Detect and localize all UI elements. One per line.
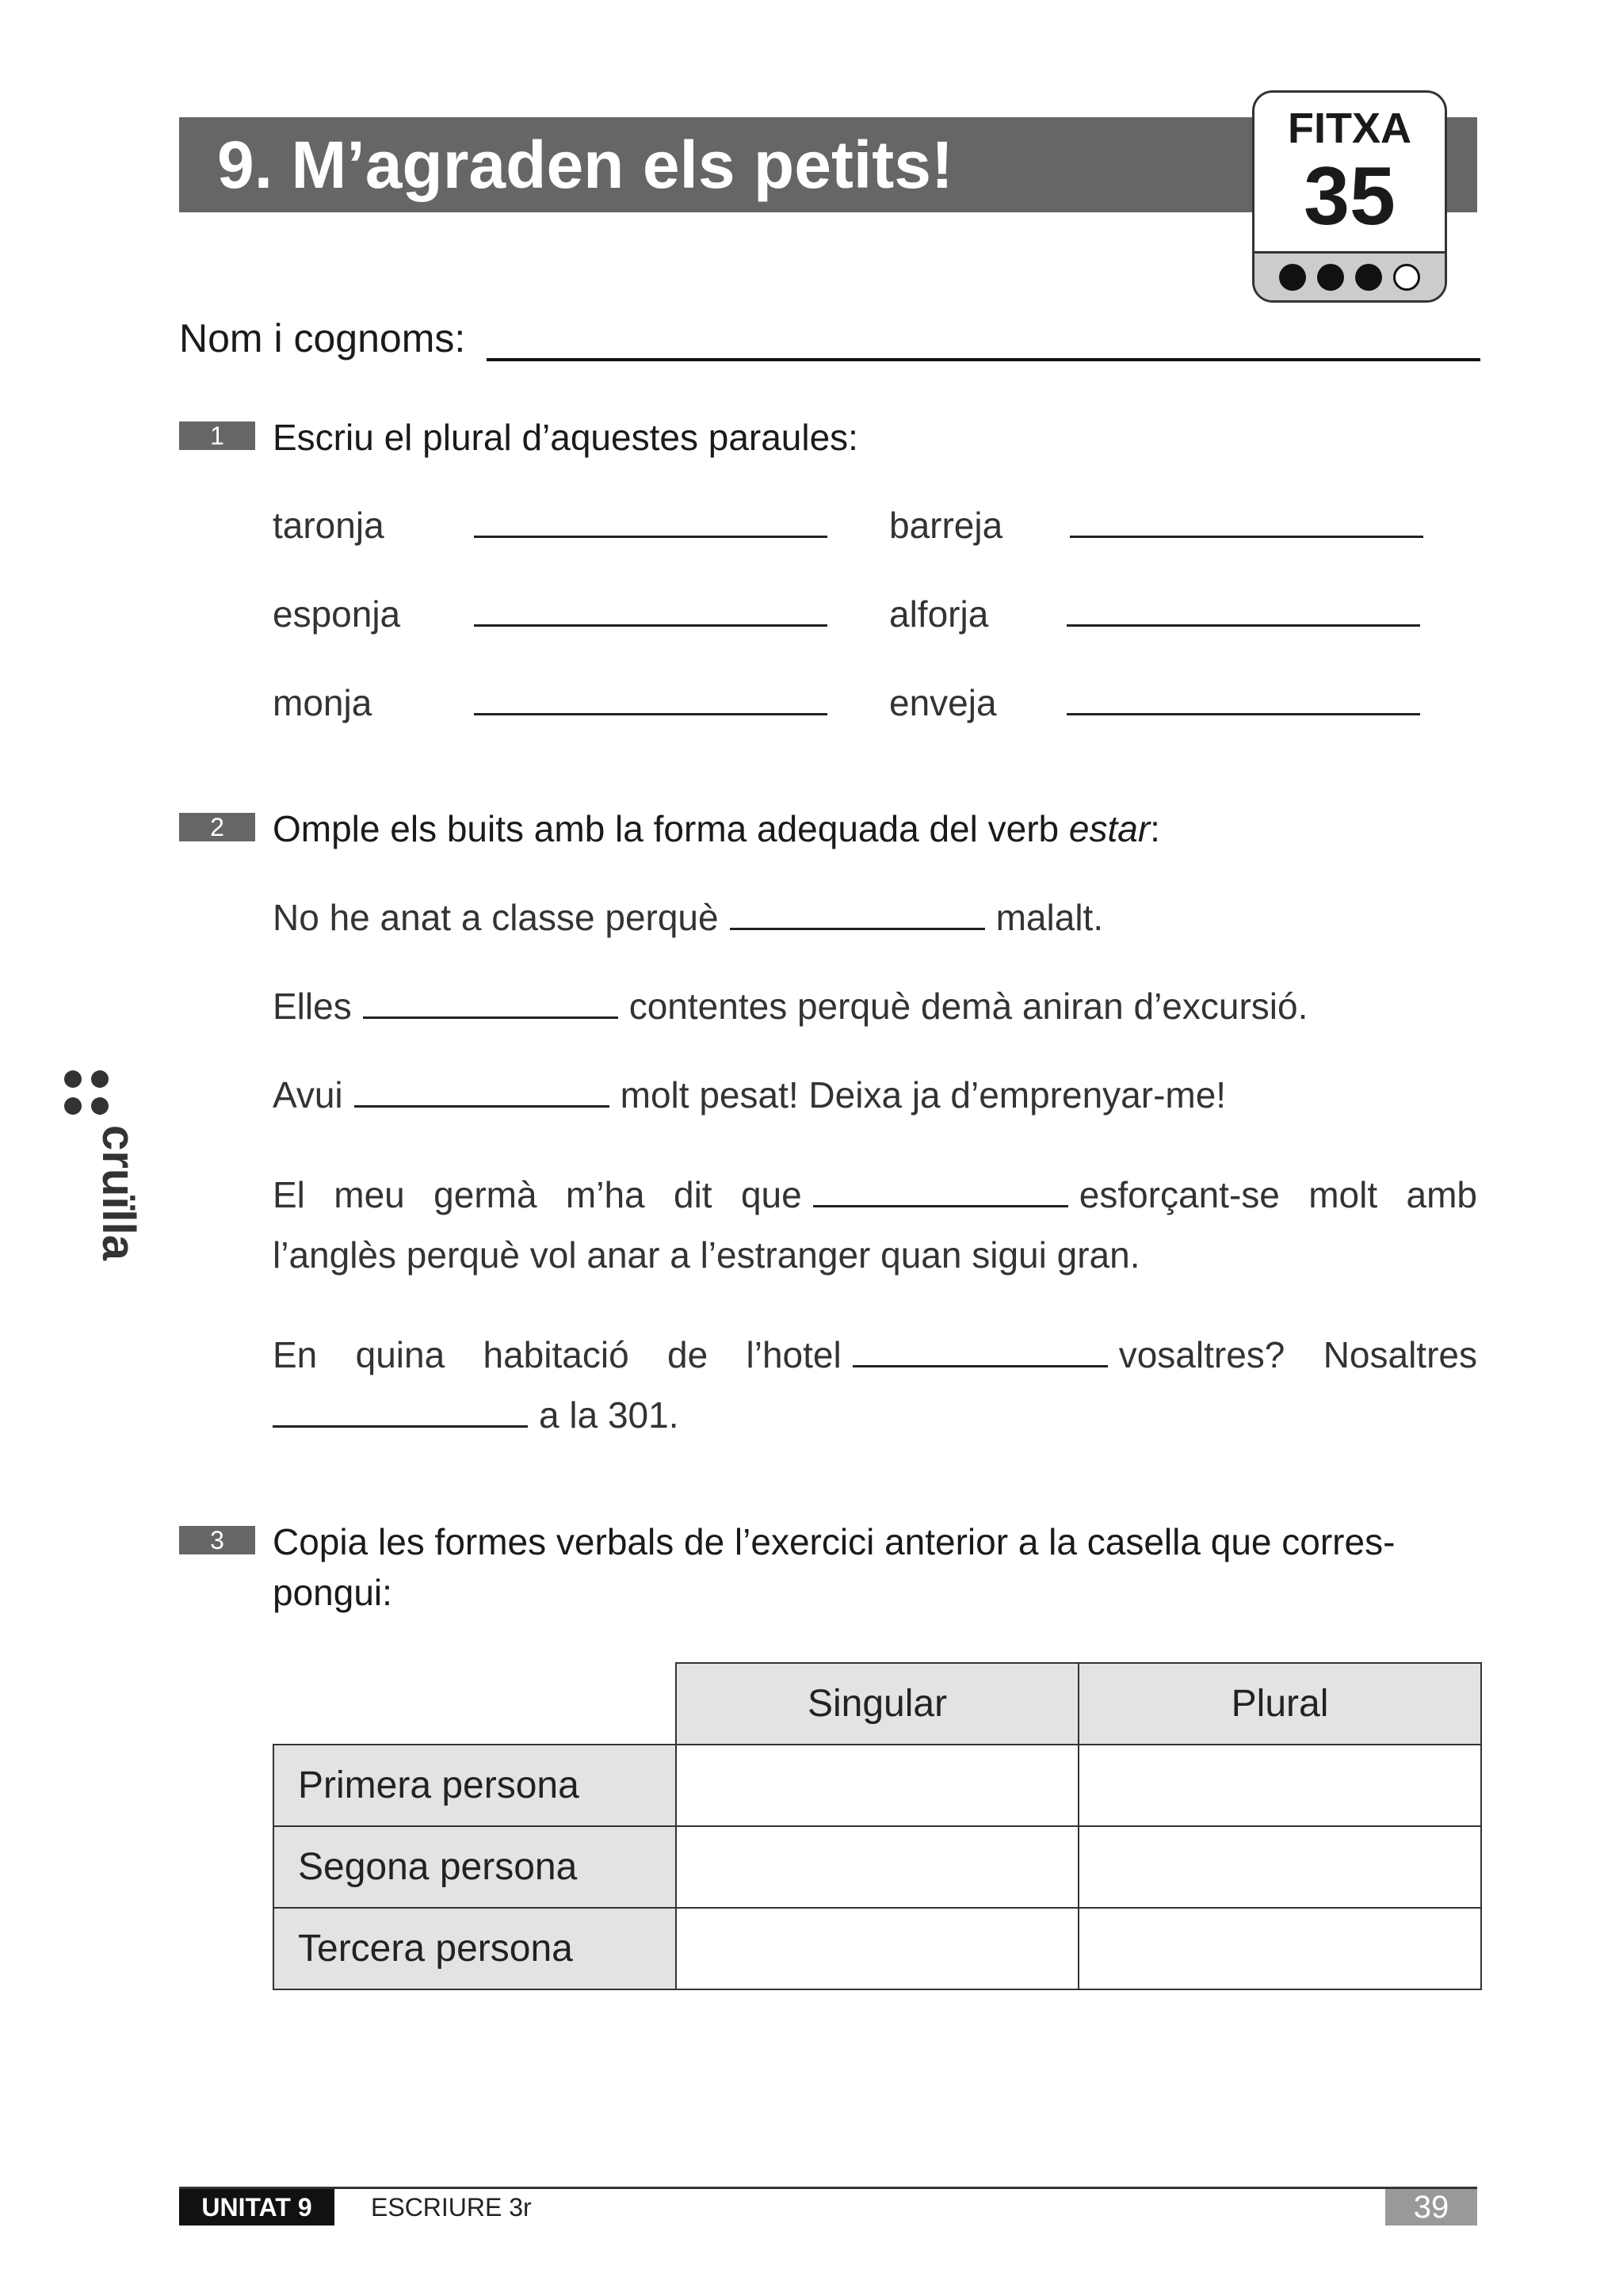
cell-primera-singular[interactable] <box>676 1745 1079 1826</box>
badge-label: FITXA <box>1288 105 1411 152</box>
word-left-2: esponja <box>273 593 401 635</box>
logo-wordmark: cruïlla <box>93 1125 139 1261</box>
answer-line-right-2[interactable] <box>1067 624 1420 627</box>
cell-tercera-singular[interactable] <box>676 1908 1079 1989</box>
sentence-5-line-2: a la 301. <box>273 1385 1477 1445</box>
table-row <box>273 1826 1481 1908</box>
blank-2[interactable] <box>363 1016 618 1019</box>
blank-1[interactable] <box>730 927 985 930</box>
answer-line-left-3[interactable] <box>474 713 827 715</box>
blank-4[interactable] <box>813 1204 1068 1207</box>
exercise-2-number: 2 <box>179 813 255 841</box>
word-right-2: alforja <box>889 593 989 635</box>
word-right-3: enveja <box>889 682 997 723</box>
sentence-5-line-1: En quina habitació de l’hotel vosaltres? Nosaltres <box>273 1334 1477 1375</box>
word-left-3: monja <box>273 682 372 723</box>
cell-tercera-plural[interactable] <box>1079 1908 1481 1989</box>
difficulty-dot-filled <box>1279 264 1306 291</box>
name-label: Nom i cognoms: <box>179 316 466 360</box>
answer-line-right-3[interactable] <box>1067 713 1420 715</box>
answer-line-left-1[interactable] <box>474 536 827 538</box>
table-corner <box>273 1663 676 1745</box>
difficulty-dot-empty <box>1393 264 1420 291</box>
exercise-2-instruction: Omple els buits amb la forma adequada del verb estar: <box>273 808 1160 849</box>
sentence-1: No he anat a classe perquè malalt. <box>273 897 1104 938</box>
logo-icon <box>44 1062 139 1268</box>
column-header-singular: Singular <box>676 1663 1079 1745</box>
difficulty-dot-filled <box>1317 264 1344 291</box>
blank-6[interactable] <box>273 1425 528 1428</box>
cell-primera-plural[interactable] <box>1079 1745 1481 1826</box>
row-header-primera: Primera persona <box>273 1745 676 1826</box>
word-left-1: taronja <box>273 505 384 546</box>
page-number: 39 <box>1385 2189 1477 2225</box>
conjugation-table <box>273 1662 1482 1990</box>
sentence-2: Elles contentes perquè demà aniran d’excursió. <box>273 986 1308 1027</box>
answer-line-left-2[interactable] <box>474 624 827 627</box>
table-row <box>273 1745 1481 1826</box>
badge-number: 35 <box>1304 151 1396 242</box>
exercise-3-number: 3 <box>179 1526 255 1554</box>
column-header-plural: Plural <box>1079 1663 1481 1745</box>
cruilla-logo <box>44 1062 139 1268</box>
sentence-3: Avui molt pesat! Deixa ja d’emprenyar-me! <box>273 1074 1227 1116</box>
fitxa-badge <box>1252 90 1447 303</box>
difficulty-dots <box>1254 251 1445 300</box>
exercise-1-instruction: Escriu el plural d’aquestes paraules: <box>273 417 858 458</box>
unit-label: UNITAT 9 <box>179 2189 334 2225</box>
verb-estar: estar <box>1068 808 1151 849</box>
exercise-3-instruction: Copia les formes verbals de l’exercici anterior a la casella que corres- pongui: <box>273 1521 1396 1613</box>
sentence-4-line-1: El meu germà m’ha dit que esforçant-se molt amb <box>273 1174 1477 1215</box>
page-title: 9. M’agraden els petits! <box>217 128 953 202</box>
word-right-1: barreja <box>889 505 1003 546</box>
cell-segona-plural[interactable] <box>1079 1826 1481 1908</box>
cell-segona-singular[interactable] <box>676 1826 1079 1908</box>
row-header-tercera: Tercera persona <box>273 1908 676 1989</box>
row-header-segona: Segona persona <box>273 1826 676 1908</box>
exercise-1-number: 1 <box>179 421 255 450</box>
difficulty-dot-filled <box>1355 264 1382 291</box>
answer-line-right-1[interactable] <box>1070 536 1423 538</box>
blank-5[interactable] <box>853 1364 1108 1367</box>
name-input-line[interactable] <box>487 358 1480 361</box>
subject-label: ESCRIURE 3r <box>371 2193 532 2222</box>
sentence-4-line-2: l’anglès perquè vol anar a l’estranger quan sigui gran. <box>273 1234 1140 1276</box>
table-row <box>273 1908 1481 1989</box>
blank-3[interactable] <box>354 1104 609 1108</box>
